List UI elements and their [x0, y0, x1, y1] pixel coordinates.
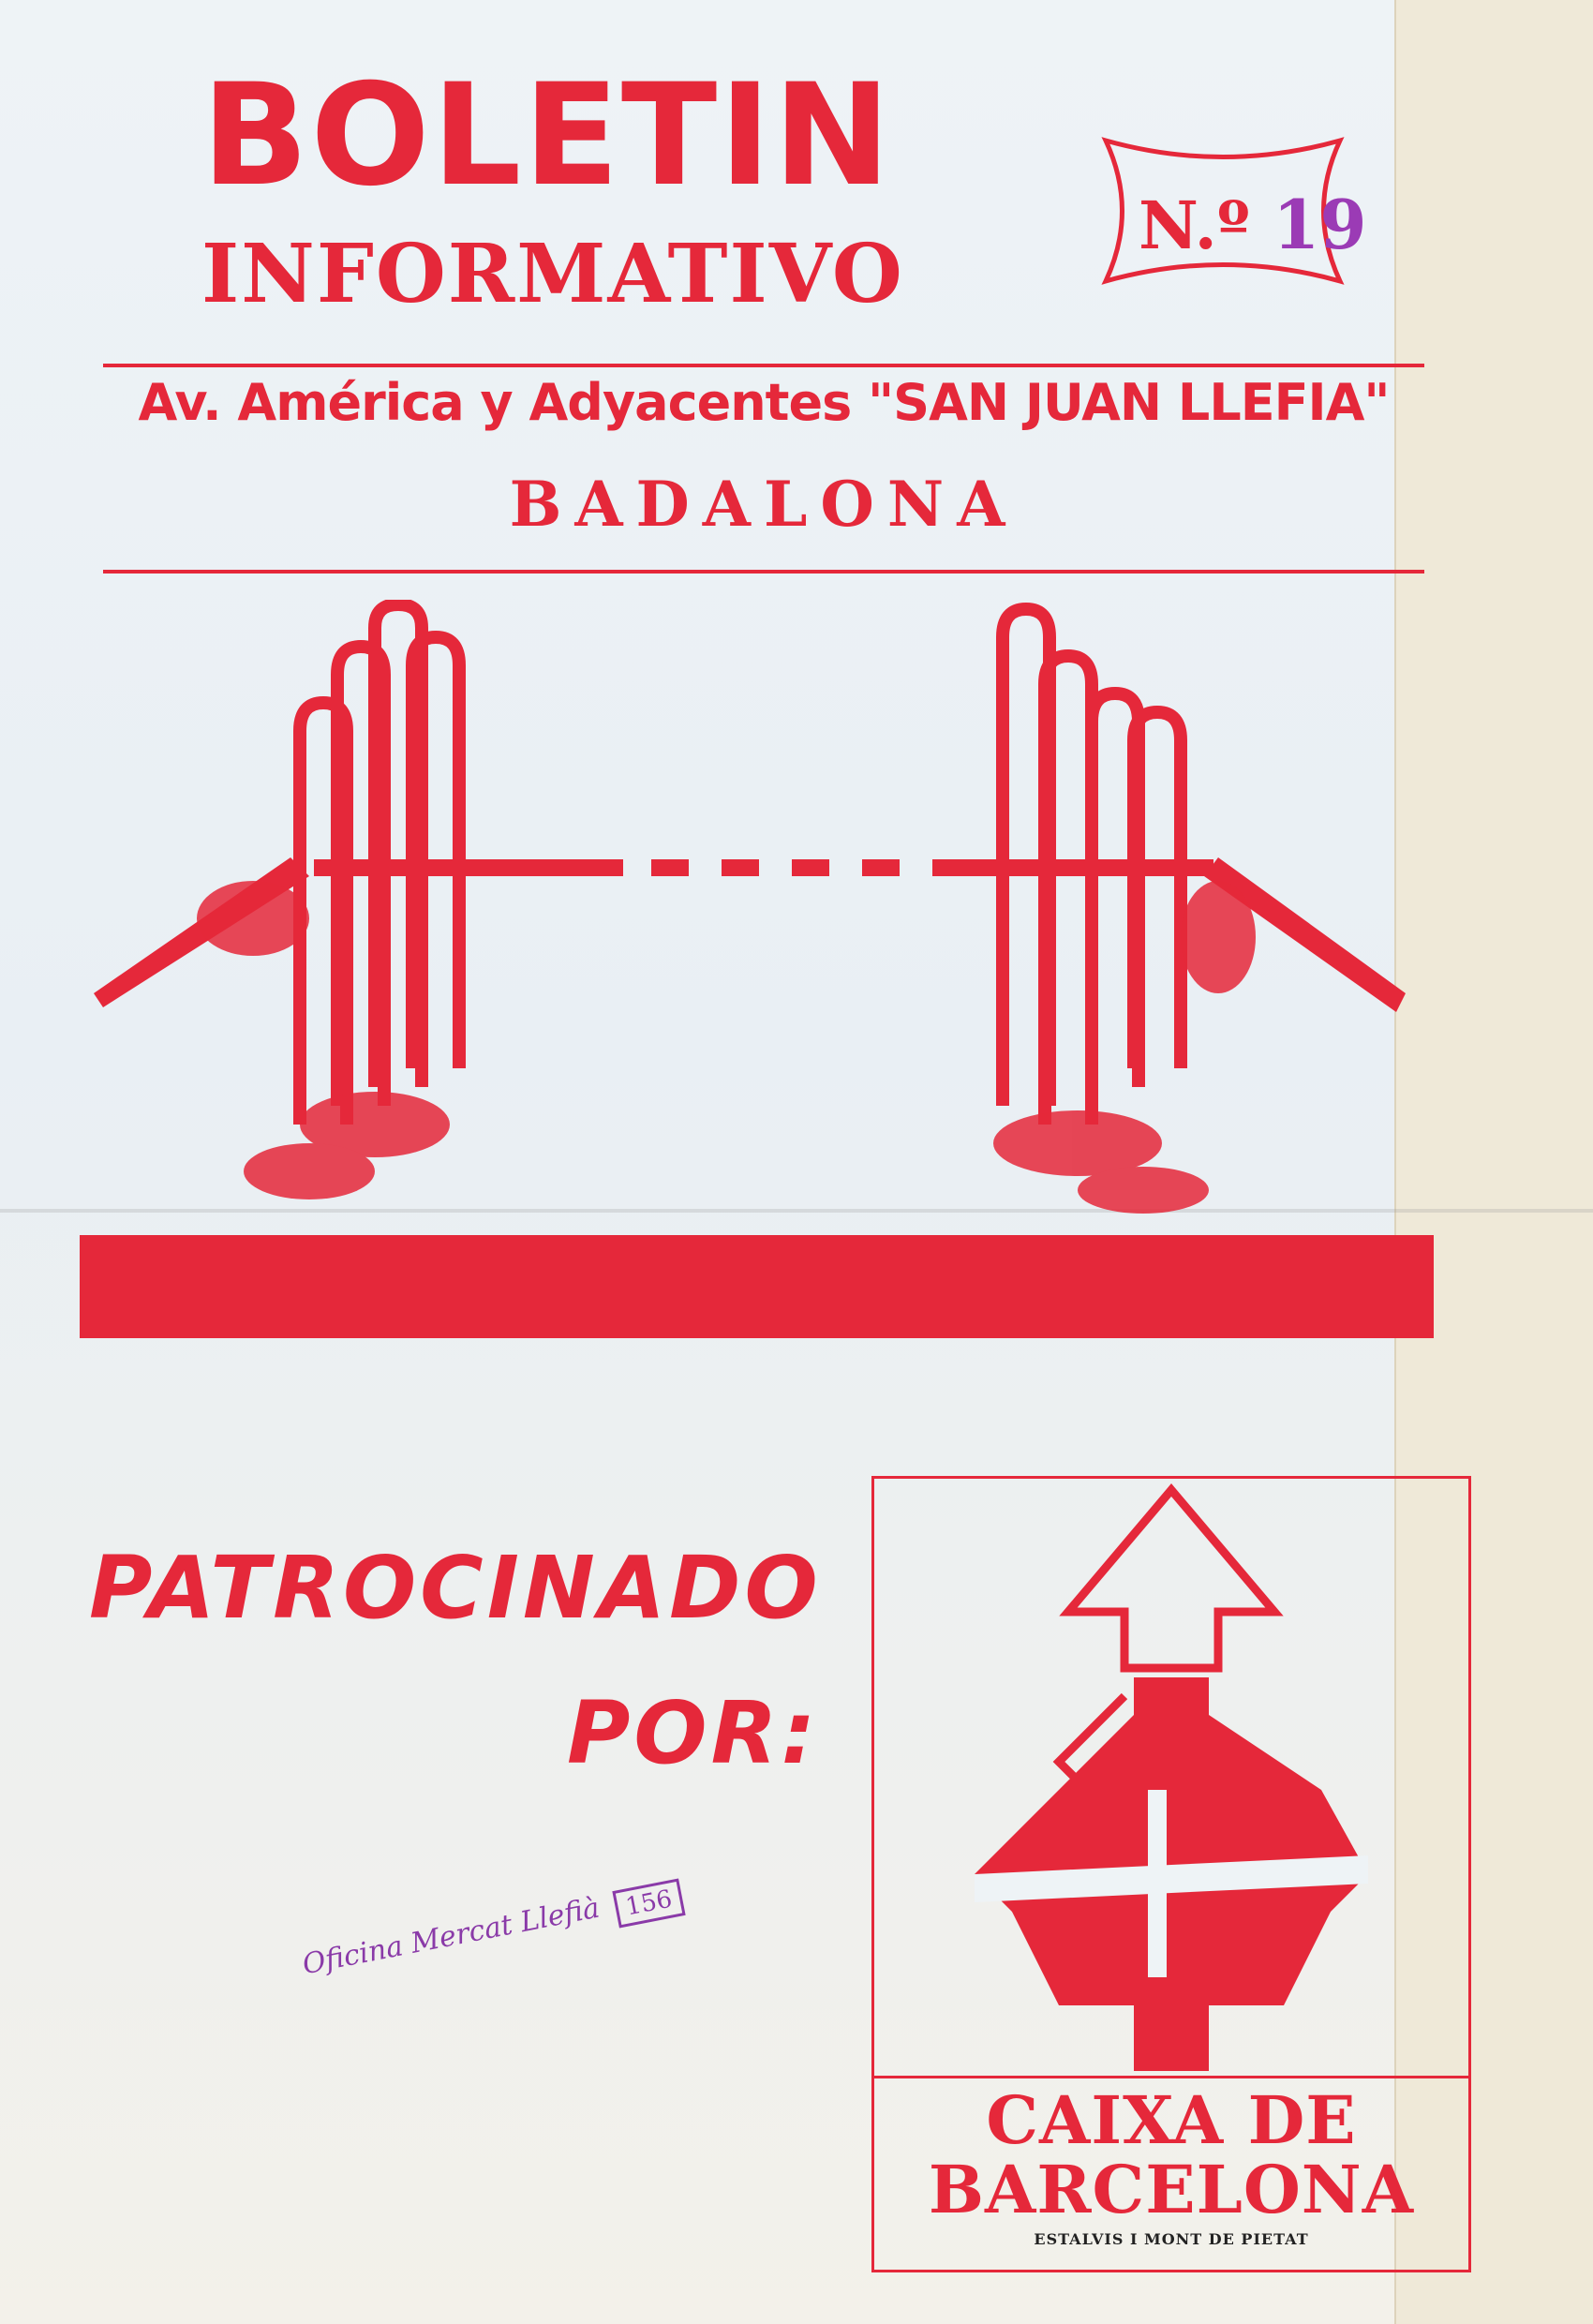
subtitle-association: Av. América y Adyacentes "SAN JUAN LLEFIA" — [138, 373, 1390, 432]
caixa-barcelona-logo-icon — [946, 1481, 1396, 2080]
stamp-number: 156 — [612, 1878, 685, 1928]
patrocinado-label: PATROCINADO — [89, 1538, 822, 1638]
bank-name-line1: CAIXA DE — [986, 2081, 1357, 2159]
issue-number-value: 19 — [1273, 185, 1367, 264]
top-rule — [103, 364, 1424, 367]
title-informativo: INFORMATIVO — [201, 227, 904, 321]
fountain-illustration-icon — [66, 600, 1471, 1218]
title-boletin: BOLETIN — [201, 54, 893, 217]
bottom-rule — [103, 570, 1424, 574]
por-label: POR: — [567, 1683, 820, 1783]
bank-tagline: ESTALVIS I MONT DE PIETAT — [1034, 2230, 1309, 2248]
caixa-name-block — [871, 2076, 1471, 2272]
stamp-text: Oficina Mercat Llefià — [300, 1891, 603, 1982]
issue-number — [1139, 187, 1366, 263]
bank-name-line2: BARCELONA — [928, 2151, 1415, 2228]
red-banner-bar — [80, 1235, 1434, 1338]
issue-prefix: N.º — [1139, 186, 1250, 264]
city-name: BADALONA — [509, 468, 1019, 541]
